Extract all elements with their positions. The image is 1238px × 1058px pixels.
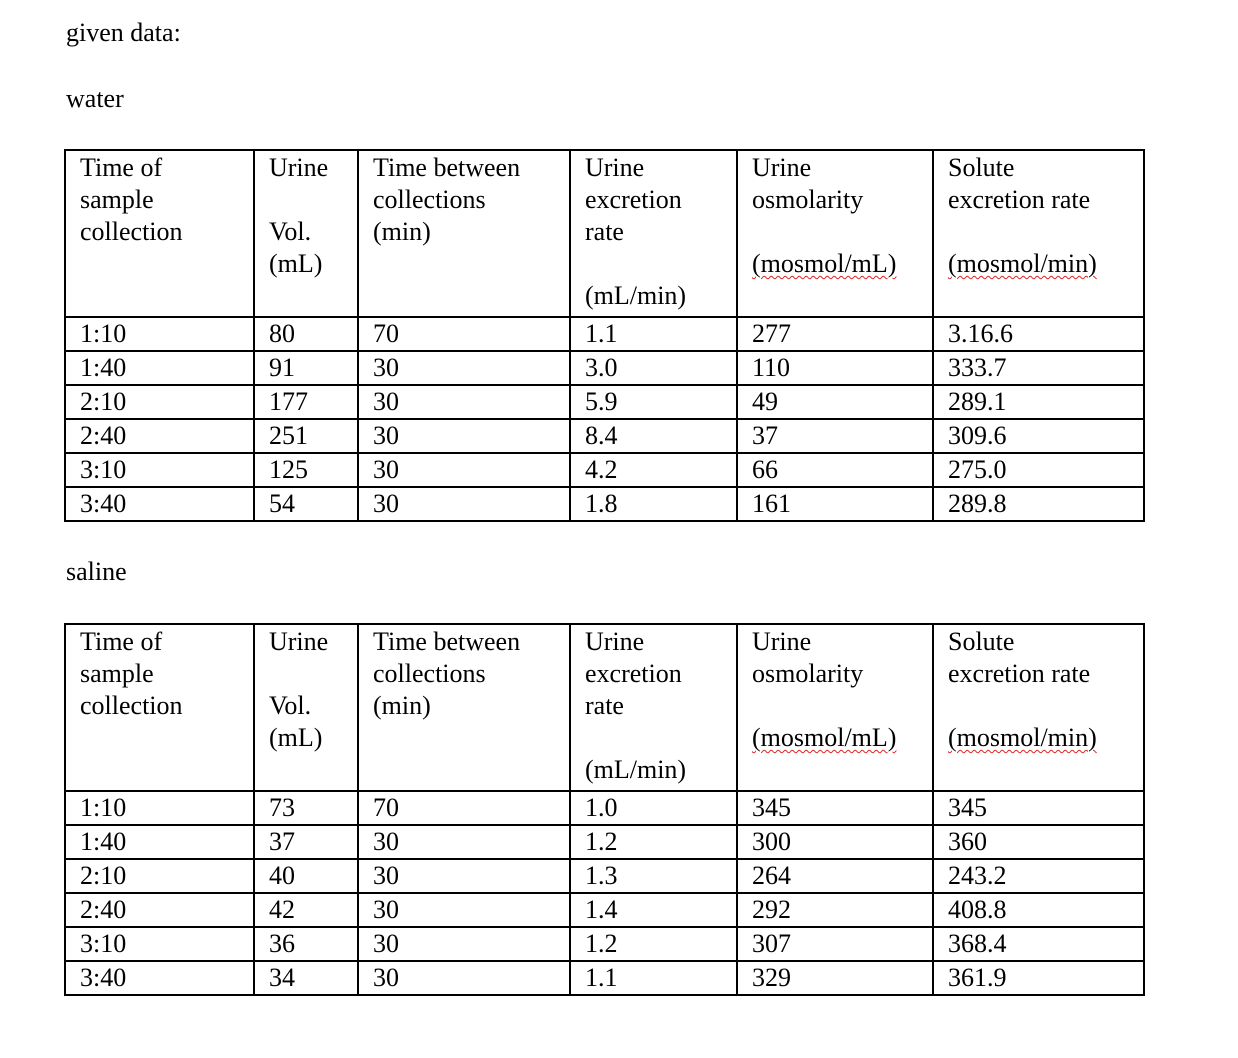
header-text: (mL): [269, 249, 323, 278]
cell-excretion-rate: 1.2: [570, 825, 737, 859]
header-text: (mosmol/min): [948, 249, 1097, 278]
cell-osmolarity: 277: [737, 317, 933, 351]
header-urine-excretion-rate: [570, 624, 737, 791]
cell-time-between: 70: [358, 791, 570, 825]
cell-excretion-rate: 1.3: [570, 859, 737, 893]
header-urine-volume: [254, 150, 358, 317]
header-text: (mosmol/min): [948, 723, 1097, 752]
header-text: Urine: [585, 153, 645, 182]
intro-text: given data:: [66, 18, 181, 47]
cell-solute-rate: 243.2: [933, 859, 1144, 893]
cell-time-between: 30: [358, 453, 570, 487]
cell-urine-volume: 42: [254, 893, 358, 927]
cell-osmolarity: 300: [737, 825, 933, 859]
header-time-of-collection: [65, 624, 254, 791]
header-text: Vol.: [269, 217, 312, 246]
cell-solute-rate: 345: [933, 791, 1144, 825]
header-text: (mL/min): [585, 281, 687, 310]
header-text: Solute: [948, 627, 1015, 656]
header-time-between-collections: [358, 150, 570, 317]
cell-excretion-rate: 1.2: [570, 927, 737, 961]
cell-time: 1:40: [65, 351, 254, 385]
cell-osmolarity: 110: [737, 351, 933, 385]
cell-solute-rate: 368.4: [933, 927, 1144, 961]
cell-time-between: 30: [358, 419, 570, 453]
cell-excretion-rate: 1.8: [570, 487, 737, 521]
cell-time-between: 30: [358, 487, 570, 521]
cell-urine-volume: 40: [254, 859, 358, 893]
cell-time: 3:10: [65, 453, 254, 487]
cell-excretion-rate: 5.9: [570, 385, 737, 419]
water-section-label: water: [66, 84, 124, 113]
cell-urine-volume: 37: [254, 825, 358, 859]
cell-solute-rate: 360: [933, 825, 1144, 859]
header-text: Urine: [269, 153, 329, 182]
table-row: [65, 317, 1144, 351]
header-text: Urine: [269, 627, 329, 656]
header-urine-volume: [254, 624, 358, 791]
cell-excretion-rate: 3.0: [570, 351, 737, 385]
header-text: collections: [373, 659, 486, 688]
table-row: [65, 927, 1144, 961]
cell-solute-rate: 361.9: [933, 961, 1144, 995]
header-solute-excretion-rate: [933, 624, 1144, 791]
cell-osmolarity: 66: [737, 453, 933, 487]
header-urine-osmolarity: [737, 150, 933, 317]
table-row: [65, 453, 1144, 487]
header-text: excretion rate: [948, 185, 1091, 214]
cell-time: 1:40: [65, 825, 254, 859]
cell-time-between: 70: [358, 317, 570, 351]
header-text: sample: [80, 185, 154, 214]
header-text: Vol.: [269, 691, 312, 720]
header-text: (mL/min): [585, 755, 687, 784]
cell-time-between: 30: [358, 385, 570, 419]
header-text: osmolarity: [752, 659, 864, 688]
header-text: (mosmol/mL): [752, 723, 897, 752]
header-urine-osmolarity: [737, 624, 933, 791]
header-text: Urine: [752, 627, 812, 656]
table-row: [65, 487, 1144, 521]
header-text: Time between: [373, 627, 521, 656]
cell-time: 2:40: [65, 419, 254, 453]
saline-table: [64, 623, 1145, 996]
cell-urine-volume: 125: [254, 453, 358, 487]
cell-solute-rate: 289.8: [933, 487, 1144, 521]
header-text: Urine: [585, 627, 645, 656]
header-text: excretion: [585, 185, 682, 214]
cell-time: 1:10: [65, 317, 254, 351]
header-text: (min): [373, 691, 431, 720]
cell-urine-volume: 91: [254, 351, 358, 385]
header-text: collections: [373, 185, 486, 214]
cell-time: 3:40: [65, 961, 254, 995]
cell-osmolarity: 37: [737, 419, 933, 453]
header-text: Solute: [948, 153, 1015, 182]
header-text: collection: [80, 217, 183, 246]
cell-excretion-rate: 1.4: [570, 893, 737, 927]
cell-solute-rate: 408.8: [933, 893, 1144, 927]
table-row: [65, 893, 1144, 927]
header-row: [65, 624, 1144, 791]
cell-solute-rate: 309.6: [933, 419, 1144, 453]
cell-osmolarity: 307: [737, 927, 933, 961]
header-text: Time of: [80, 627, 163, 656]
table-row: [65, 961, 1144, 995]
table-row: [65, 385, 1144, 419]
cell-time-between: 30: [358, 927, 570, 961]
header-text: excretion rate: [948, 659, 1091, 688]
cell-time: 2:10: [65, 859, 254, 893]
cell-time: 2:40: [65, 893, 254, 927]
cell-time: 3:10: [65, 927, 254, 961]
cell-time-between: 30: [358, 961, 570, 995]
cell-osmolarity: 264: [737, 859, 933, 893]
header-text: (min): [373, 217, 431, 246]
water-table: [64, 149, 1145, 522]
header-text: Urine: [752, 153, 812, 182]
header-solute-excretion-rate: [933, 150, 1144, 317]
cell-osmolarity: 345: [737, 791, 933, 825]
table-row: [65, 351, 1144, 385]
cell-urine-volume: 251: [254, 419, 358, 453]
header-text: Time of: [80, 153, 163, 182]
cell-osmolarity: 49: [737, 385, 933, 419]
cell-urine-volume: 80: [254, 317, 358, 351]
header-text: collection: [80, 691, 183, 720]
header-time-of-collection: [65, 150, 254, 317]
cell-osmolarity: 292: [737, 893, 933, 927]
cell-excretion-rate: 4.2: [570, 453, 737, 487]
cell-solute-rate: 275.0: [933, 453, 1144, 487]
table-row: [65, 419, 1144, 453]
header-text: (mosmol/mL): [752, 249, 897, 278]
cell-urine-volume: 54: [254, 487, 358, 521]
table-row: [65, 791, 1144, 825]
header-text: sample: [80, 659, 154, 688]
cell-time-between: 30: [358, 859, 570, 893]
cell-excretion-rate: 1.0: [570, 791, 737, 825]
header-time-between-collections: [358, 624, 570, 791]
cell-time: 1:10: [65, 791, 254, 825]
cell-urine-volume: 36: [254, 927, 358, 961]
cell-time-between: 30: [358, 893, 570, 927]
header-text: (mL): [269, 723, 323, 752]
cell-excretion-rate: 8.4: [570, 419, 737, 453]
header-text: rate: [585, 217, 624, 246]
cell-time-between: 30: [358, 825, 570, 859]
header-text: excretion: [585, 659, 682, 688]
table-row: [65, 859, 1144, 893]
cell-excretion-rate: 1.1: [570, 961, 737, 995]
header-text: osmolarity: [752, 185, 864, 214]
cell-solute-rate: 289.1: [933, 385, 1144, 419]
header-row: [65, 150, 1144, 317]
cell-urine-volume: 34: [254, 961, 358, 995]
cell-osmolarity: 329: [737, 961, 933, 995]
cell-time-between: 30: [358, 351, 570, 385]
cell-osmolarity: 161: [737, 487, 933, 521]
cell-urine-volume: 73: [254, 791, 358, 825]
cell-solute-rate: 333.7: [933, 351, 1144, 385]
saline-section-label: saline: [66, 557, 127, 586]
cell-time: 3:40: [65, 487, 254, 521]
cell-urine-volume: 177: [254, 385, 358, 419]
cell-excretion-rate: 1.1: [570, 317, 737, 351]
header-urine-excretion-rate: [570, 150, 737, 317]
cell-time: 2:10: [65, 385, 254, 419]
table-row: [65, 825, 1144, 859]
cell-solute-rate: 3.16.6: [933, 317, 1144, 351]
header-text: rate: [585, 691, 624, 720]
header-text: Time between: [373, 153, 521, 182]
